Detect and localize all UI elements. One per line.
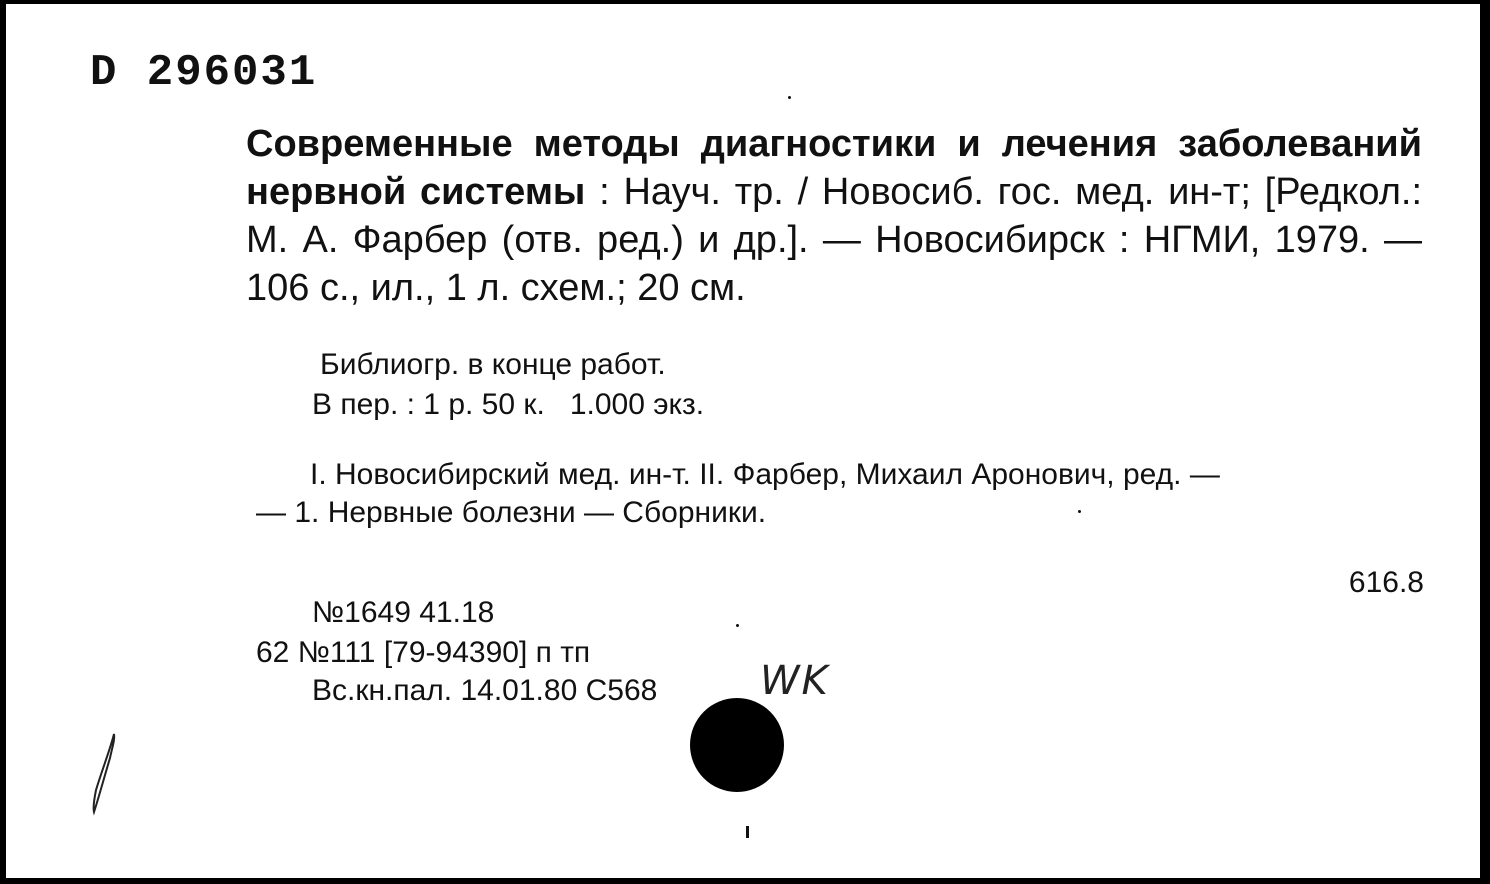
publication-details: : Науч. тр. / Новосиб. гос. мед. ин-т; [Редкол.: М. А. Фарбер (отв. ред.) и др.]. — Новосибирск : НГМИ, 1979. — 106 с., ил., 1 л. схем.; 20 см.	[246, 171, 1423, 309]
pencil-mark-icon	[84, 730, 124, 816]
accession-line-1: №1649 41.18	[312, 596, 495, 629]
catalog-card	[6, 4, 1480, 878]
title: Современные методы диагностики и лечения заболеваний нервной системы	[246, 123, 1422, 213]
call-number: D 296031	[90, 48, 318, 98]
accession-line-2: 62 №111 [79-94390] п тп	[256, 636, 591, 669]
punch-hole	[690, 698, 784, 792]
accession-line-3: Вс.кн.пал. 14.01.80 С568	[312, 674, 658, 707]
speck	[736, 624, 739, 627]
tracing-line-2: — 1. Нервные болезни — Сборники.	[256, 496, 767, 529]
handwritten-initials: WK	[760, 658, 830, 704]
bibliographic-description	[246, 120, 1422, 312]
bibliography-note: Библиогр. в конце работ.	[320, 348, 666, 381]
price-note: В пер. : 1 р. 50 к. 1.000 экз.	[312, 388, 705, 421]
speck	[788, 96, 791, 99]
edge-tick	[746, 826, 749, 838]
udc-classification: 616.8	[1348, 566, 1424, 599]
speck	[1078, 510, 1081, 513]
tracing-line-1: I. Новосибирский мед. ин-т. II. Фарбер, Михаил Аронович, ред. —	[310, 458, 1220, 491]
